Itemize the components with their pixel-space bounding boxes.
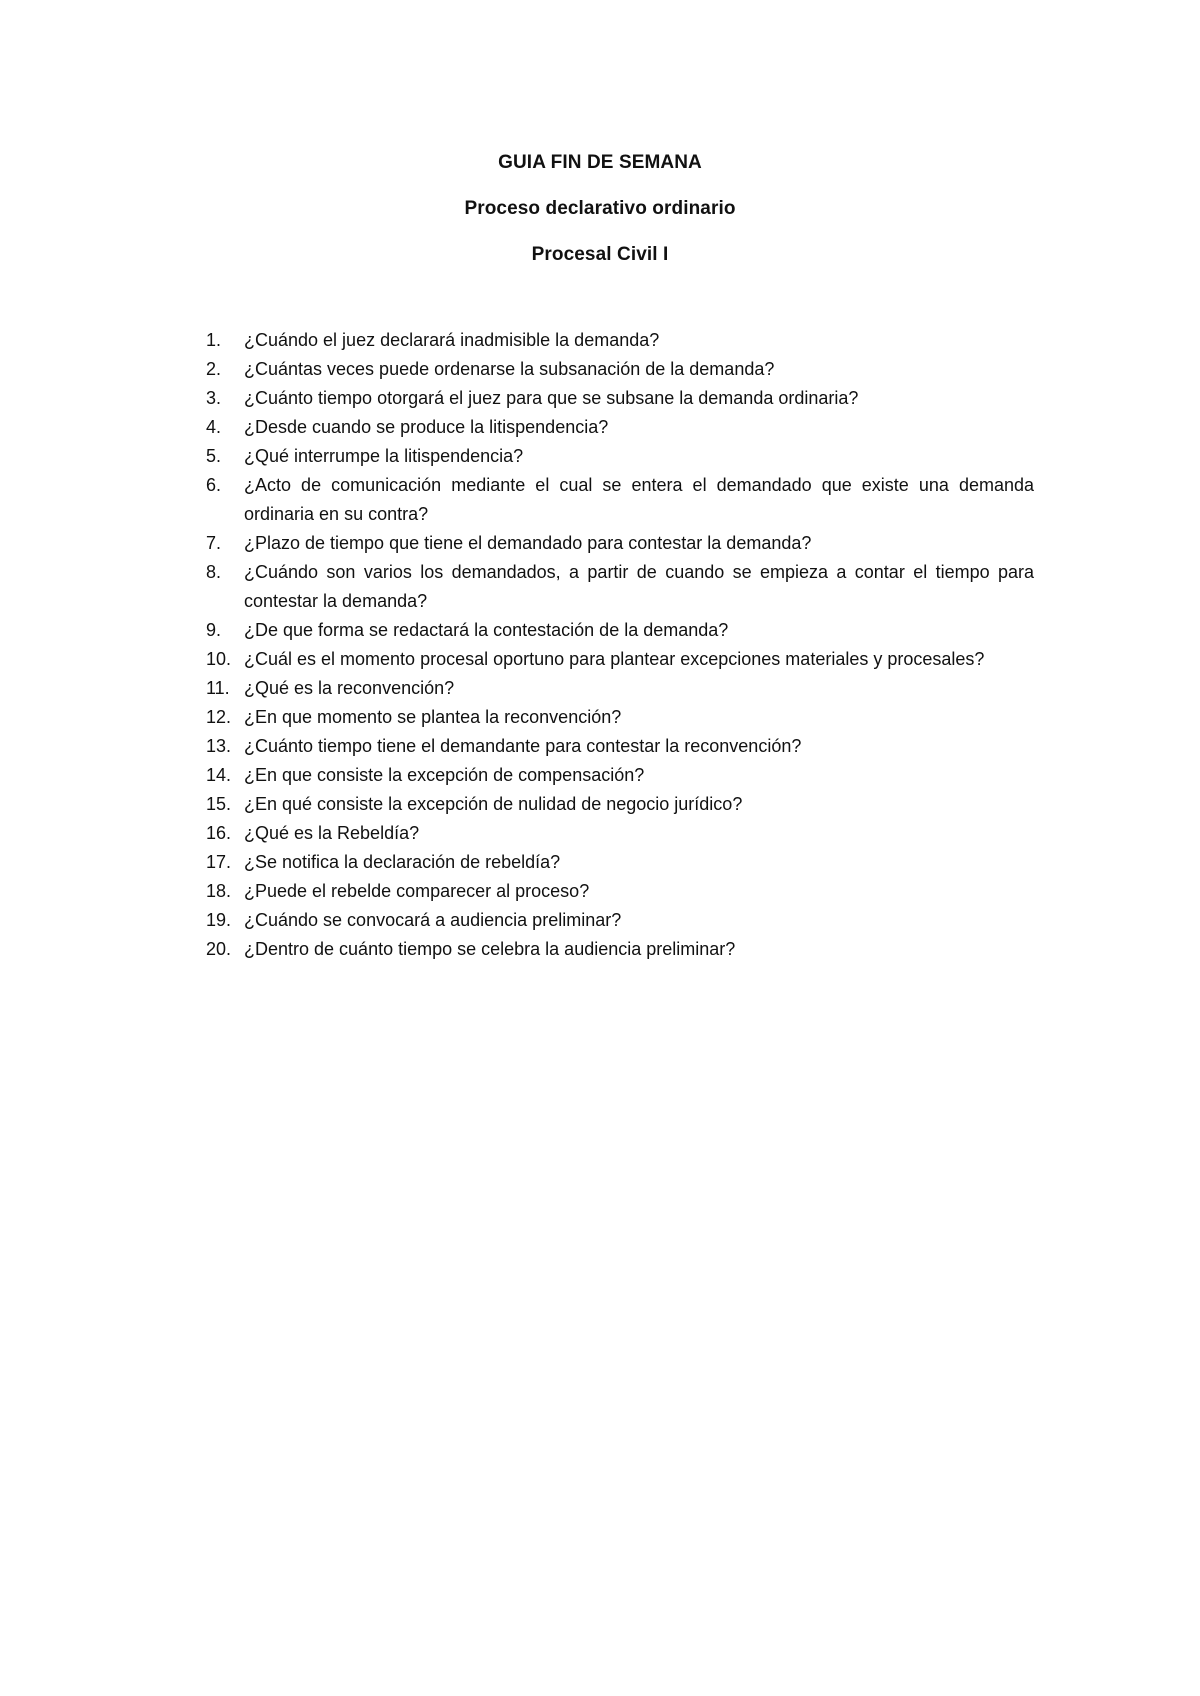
question-item (206, 877, 1034, 906)
question-text: ¿En que momento se plantea la reconvención? (244, 707, 622, 727)
question-item (206, 384, 1034, 413)
question-item (206, 355, 1034, 384)
question-number: 4. (206, 417, 222, 437)
question-text: ¿En qué consiste la excepción de nulidad de negocio jurídico? (244, 794, 743, 814)
question-number: 3. (206, 388, 222, 408)
question-number: 1. (206, 330, 222, 350)
document-header (0, 140, 1200, 278)
questions-list (206, 326, 1034, 964)
question-text: ¿De que forma se redactará la contestación de la demanda? (244, 620, 729, 640)
question-number: 14. (206, 765, 232, 785)
question-item (206, 413, 1034, 442)
question-text: ¿Puede el rebelde comparecer al proceso? (244, 881, 590, 901)
question-item (206, 790, 1034, 819)
question-item (206, 645, 1034, 674)
question-number: 13. (206, 736, 232, 756)
question-item (206, 326, 1034, 355)
question-number: 12. (206, 707, 232, 727)
question-item (206, 558, 1034, 616)
question-text: ¿Cuántas veces puede ordenarse la subsanación de la demanda? (244, 359, 775, 379)
document-subtitle: Proceso declarativo ordinario (464, 198, 736, 219)
document-title: GUIA FIN DE SEMANA (498, 152, 702, 173)
question-item (206, 471, 1034, 529)
question-item (206, 529, 1034, 558)
question-text: ¿Se notifica la declaración de rebeldía? (244, 852, 561, 872)
question-text: ¿Cuándo el juez declarará inadmisible la demanda? (244, 330, 660, 350)
course-name: Procesal Civil I (531, 244, 669, 265)
question-number: 15. (206, 794, 232, 814)
question-number: 11. (206, 678, 230, 698)
question-text: ¿Cuánto tiempo tiene el demandante para contestar la reconvención? (244, 736, 802, 756)
question-item (206, 906, 1034, 935)
question-item (206, 819, 1034, 848)
question-text: ¿Dentro de cuánto tiempo se celebra la audiencia preliminar? (244, 939, 736, 959)
question-item (206, 935, 1034, 964)
question-number: 10. (206, 649, 232, 669)
question-item (206, 442, 1034, 471)
question-number: 17. (206, 852, 232, 872)
question-number: 6. (206, 475, 222, 495)
question-text: ¿Cuándo se convocará a audiencia preliminar? (244, 910, 622, 930)
question-text: ¿Qué es la reconvención? (244, 678, 455, 698)
question-number: 8. (206, 562, 222, 582)
question-item (206, 703, 1034, 732)
question-text: ¿Cuánto tiempo otorgará el juez para que se subsane la demanda ordinaria? (244, 388, 859, 408)
question-number: 9. (206, 620, 222, 640)
question-text: ¿Cuál es el momento procesal oportuno para plantear excepciones materiales y procesales? (244, 649, 985, 669)
question-number: 7. (206, 533, 222, 553)
question-text: ¿Cuándo son varios los demandados, a partir de cuando se empieza a contar el tiempo para contestar la demanda? (244, 562, 1034, 611)
question-text: ¿Qué interrumpe la litispendencia? (244, 446, 524, 466)
question-text: ¿En que consiste la excepción de compensación? (244, 765, 645, 785)
question-text: ¿Desde cuando se produce la litispendencia? (244, 417, 609, 437)
question-number: 16. (206, 823, 232, 843)
question-item (206, 674, 1034, 703)
question-number: 5. (206, 446, 222, 466)
question-number: 2. (206, 359, 222, 379)
question-text: ¿Acto de comunicación mediante el cual se entera el demandado que existe una demanda ordinaria en su contra? (244, 475, 1034, 524)
question-number: 20. (206, 939, 232, 959)
question-text: ¿Qué es la Rebeldía? (244, 823, 420, 843)
question-item (206, 732, 1034, 761)
question-item (206, 848, 1034, 877)
question-text: ¿Plazo de tiempo que tiene el demandado para contestar la demanda? (244, 533, 812, 553)
question-item (206, 616, 1034, 645)
question-number: 19. (206, 910, 232, 930)
question-item (206, 761, 1034, 790)
question-number: 18. (206, 881, 232, 901)
